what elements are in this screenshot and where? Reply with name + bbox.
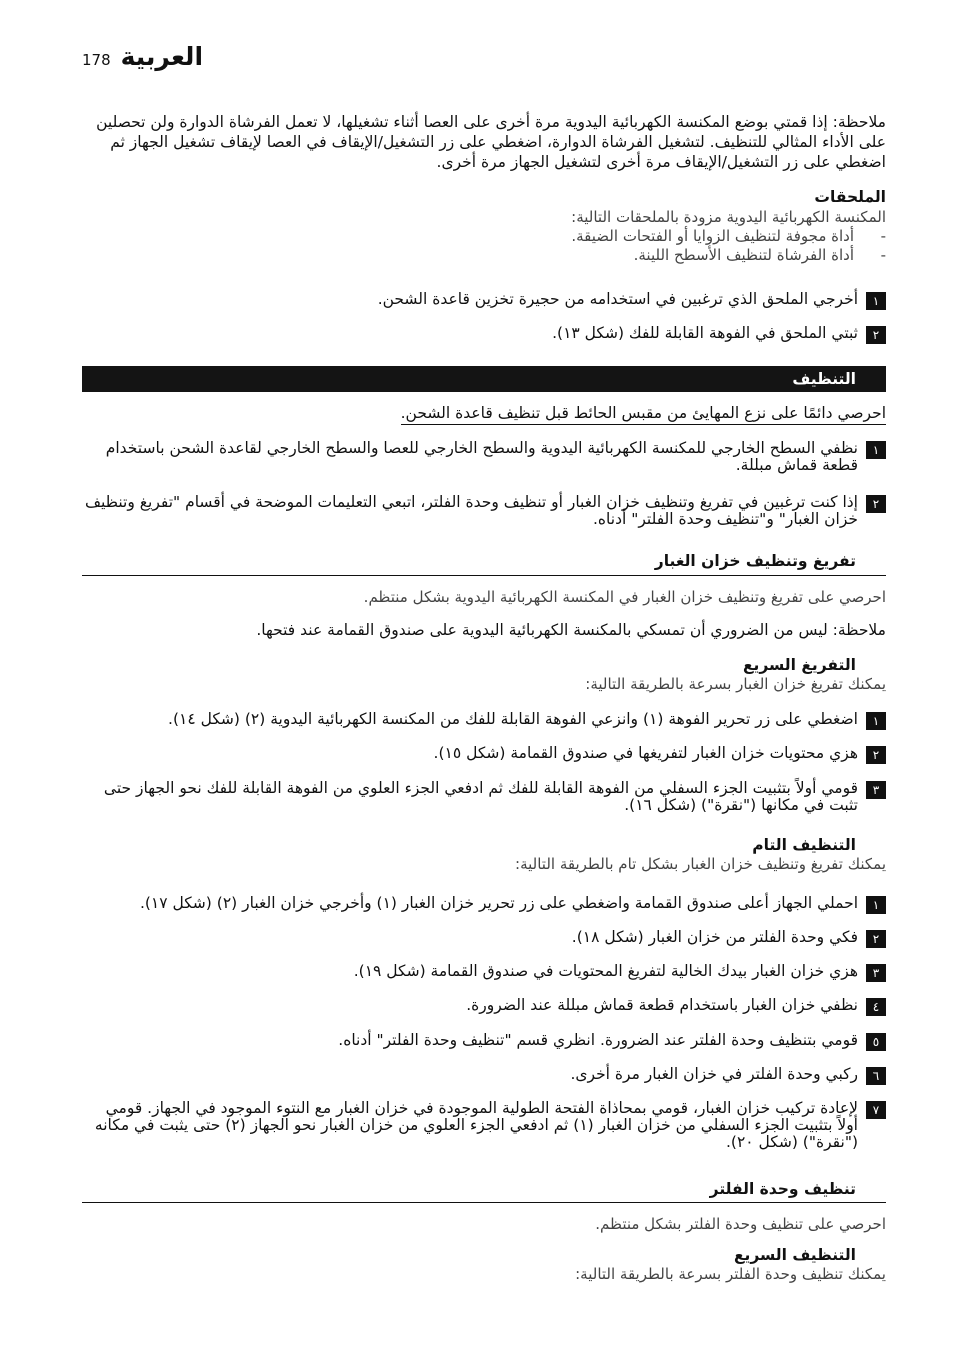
thorough-step-7 xyxy=(82,1100,886,1151)
filter-quick-section xyxy=(82,1246,886,1284)
thorough-step-3 xyxy=(82,963,886,982)
step-text: إذا كنت ترغبين في تفريغ وتنظيف خزان الغبار أو تنظيف وحدة الفلتر، اتبعي التعليمات الموضحة في أقسام "تفريغ وتنظيف خزان الغبار" و"تنظيف وحدة الفلتر" أدناه. xyxy=(84,493,858,528)
cleaning-step-2 xyxy=(82,494,886,528)
step-number: ٣ xyxy=(866,964,886,982)
step-text: لإعادة تركيب خزان الغبار، قومي بمحاذاة الفتحة الطولية الموجودة في خزان الغبار مع النتوء الموجود في الجهاز. قومي أولاً بتثبيت الجزء السفلي من خزان الغبار (١) ثم ادفعي الجزء العلوي من خزان الغبار نحو الجهاز (٢) حتى يثبت في مكانه ("نقرة") (شكل ٢٠). xyxy=(94,1099,858,1151)
step-number: ٣ xyxy=(866,781,886,799)
accessories-list xyxy=(82,227,886,265)
accessories-step-1 xyxy=(82,291,886,310)
step-text: احملي الجهاز أعلى صندوق القمامة واضغطي على زر تحرير خزان الغبار (١) وأخرجي خزان الغبار (٢) (شكل ١٧). xyxy=(139,894,858,912)
cleaning-section-bar xyxy=(82,366,886,392)
step-text: فكي وحدة الفلتر من خزان الغبار (شكل ١٨). xyxy=(571,928,858,946)
step-number: ١ xyxy=(866,292,886,310)
step-number: ١ xyxy=(866,441,886,459)
page-number: 178 xyxy=(82,51,111,69)
list-item: - أداة مجوفة لتنظيف الزوايا أو الفتحات الضيقة. xyxy=(82,227,886,246)
thorough-step-2 xyxy=(82,929,886,948)
intro-note-text: ملاحظة: إذا قمتي بوضع المكنسة الكهربائية اليدوية مرة أخرى على العصا أثناء تشغيلها، لا تعمل الفرشاة الدوارة ولن تحصلين على الأداء المثالي للتنظيف. لتشغيل الفرشاة الدوارة، اضغطي على زر التشغيل/الإيقاف في العصا لإيقاف تشغيل الجهاز ثم اضغطي على زر التشغيل/الإيقاف مرة أخرى لتشغيل الجهاز مرة أخرى. xyxy=(96,113,886,171)
filter-heading-block xyxy=(82,1180,886,1199)
quick-empty-step-1 xyxy=(82,711,886,730)
accessories-intro: المكنسة الكهربائية اليدوية مزودة بالملحقات التالية: xyxy=(571,208,886,226)
step-text: قومي أولاً بتثبيت الجزء السفلي من الفوهة القابلة للفك ثم ادفعي الجزء العلوي من الفوهة القابلة للفك نحو الجهاز حتى تثبت في مكانها ("نقرة") (شكل ١٦). xyxy=(103,779,858,814)
dust-container-note xyxy=(82,621,886,640)
step-number: ٦ xyxy=(866,1067,886,1085)
step-number: ٢ xyxy=(866,326,886,344)
section-divider xyxy=(82,1202,886,1203)
list-item: - أداة الفرشاة لتنظيف الأسطح اللينة. xyxy=(82,246,886,265)
quick-empty-intro: يمكنك تفريغ خزان الغبار بسرعة بالطريقة التالية: xyxy=(585,675,886,693)
cleaning-heading: التنظيف xyxy=(792,370,856,388)
thorough-clean-heading: التنظيف التام xyxy=(752,836,856,854)
cleaning-warning xyxy=(82,404,886,423)
step-number: ٢ xyxy=(866,930,886,948)
dust-container-intro xyxy=(82,588,886,607)
step-text: ثبتي الملحق في الفوهة القابلة للفك (شكل ١٣). xyxy=(552,324,858,342)
step-text: اضغطي على زر تحرير الفوهة (١) وانزعي الفوهة القابلة للفك من المكنسة الكهربائية اليدوية (٢) (شكل ١٤). xyxy=(168,710,858,728)
step-number: ١ xyxy=(866,896,886,914)
quick-empty-step-2 xyxy=(82,745,886,764)
dust-container-note-text: ملاحظة: ليس من الضروري أن تمسكي بالمكنسة الكهربائية اليدوية على صندوق القمامة عند فتحها. xyxy=(256,621,886,639)
dust-container-intro-text: احرصي على تفريغ وتنظيف خزان الغبار في المكنسة الكهربائية اليدوية بشكل منتظم. xyxy=(363,588,886,606)
step-number: ٤ xyxy=(866,998,886,1016)
filter-intro-text: احرصي على تنظيف وحدة الفلتر بشكل منتظم. xyxy=(595,1215,886,1233)
thorough-step-4 xyxy=(82,997,886,1016)
filter-heading: تنظيف وحدة الفلتر xyxy=(709,1180,856,1198)
filter-quick-intro: يمكنك تنظيف وحدة الفلتر بسرعة بالطريقة التالية: xyxy=(575,1265,886,1283)
step-number: ٧ xyxy=(866,1101,886,1119)
intro-note xyxy=(82,112,886,172)
accessories-section xyxy=(82,188,886,265)
cleaning-step-1 xyxy=(82,440,886,474)
step-text: قومي بتنظيف وحدة الفلتر عند الضرورة. انظري قسم "تنظيف وحدة الفلتر" أدناه. xyxy=(338,1031,858,1049)
thorough-step-6 xyxy=(82,1066,886,1085)
accessories-heading: الملحقات xyxy=(814,188,886,206)
cleaning-warning-text: احرصي دائمًا على نزع المهايئ من مقبس الحائط قبل تنظيف قاعدة الشحن. xyxy=(401,404,886,425)
filter-intro xyxy=(82,1215,886,1234)
step-text: أخرجي الملحق الذي ترغبين في استخدامه من حجيرة تخزين قاعدة الشحن. xyxy=(377,290,858,308)
step-text: نظفي خزان الغبار باستخدام قطعة قماش مبللة عند الضرورة. xyxy=(466,996,858,1014)
quick-empty-heading: التفريغ السريع xyxy=(742,656,856,674)
page-header xyxy=(82,42,203,82)
quick-empty-section xyxy=(82,656,886,694)
step-number: ٥ xyxy=(866,1033,886,1051)
dust-container-heading: تفريغ وتنظيف خزان الغبار xyxy=(654,552,856,570)
thorough-clean-section xyxy=(82,836,886,874)
accessories-step-2 xyxy=(82,325,886,344)
language-title: العربية xyxy=(120,42,204,71)
thorough-clean-intro: يمكنك تفريغ وتنظيف خزان الغبار بشكل تام بالطريقة التالية: xyxy=(515,855,886,873)
filter-quick-heading: التنظيف السريع xyxy=(733,1246,856,1264)
step-number: ٢ xyxy=(866,495,886,513)
step-text: نظفي السطح الخارجي للمكنسة الكهربائية اليدوية والسطح الخارجي للعصا والسطح الخارجي لقاعدة الشحن باستخدام قطعة قماش مبللة. xyxy=(105,439,858,474)
thorough-step-5 xyxy=(82,1032,886,1051)
step-number: ٢ xyxy=(866,746,886,764)
step-text: ركبي وحدة الفلتر في خزان الغبار مرة أخرى. xyxy=(570,1065,858,1083)
dust-container-heading-block xyxy=(82,552,886,571)
step-text: هزي محتويات خزان الغبار لتفريغها في صندوق القمامة (شكل ١٥). xyxy=(433,744,858,762)
thorough-step-1 xyxy=(82,895,886,914)
section-divider xyxy=(82,575,886,576)
step-text: هزي خزان الغبار بيدك الخالية لتفريغ المحتويات في صندوق القمامة (شكل ١٩). xyxy=(353,962,858,980)
step-number: ١ xyxy=(866,712,886,730)
quick-empty-step-3 xyxy=(82,780,886,814)
